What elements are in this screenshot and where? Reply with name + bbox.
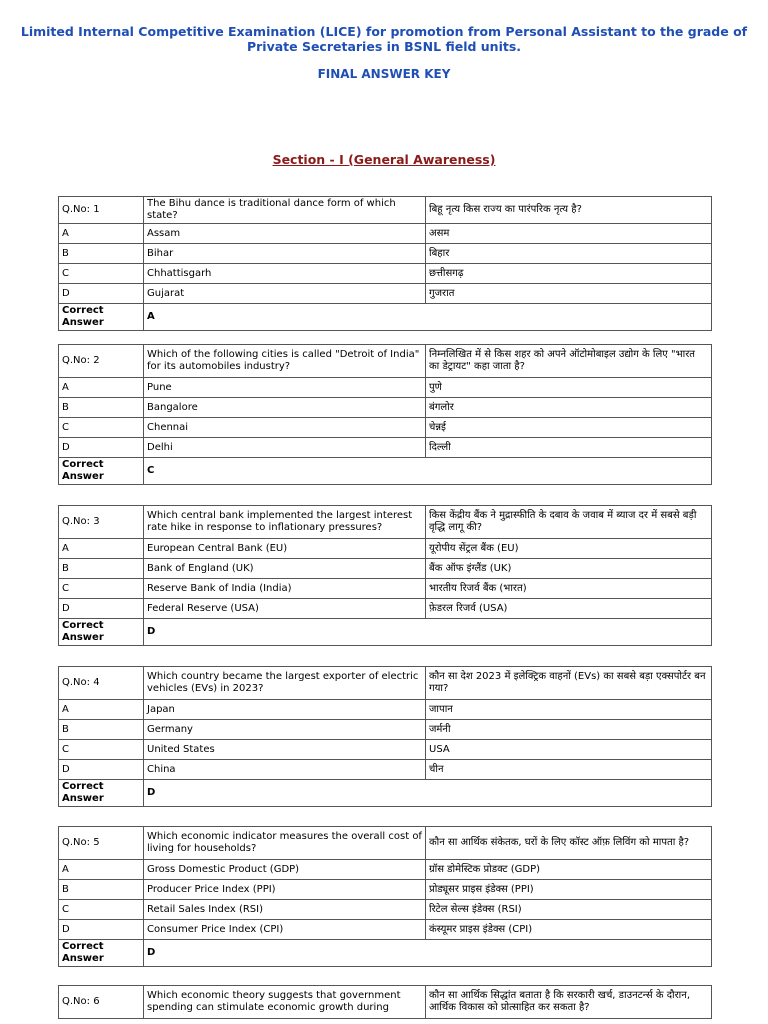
option-row — [59, 720, 712, 740]
option-key: B — [59, 720, 144, 740]
question-table — [58, 344, 712, 485]
question-text-en: Which central bank implemented the largest interest rate hike in response to inflationary pressures? — [144, 506, 426, 539]
question-text-hi: कौन सा देश 2023 में इलेक्ट्रिक वाहनों (EVs) का सबसे बड़ा एक्सपोर्टर बन गया? — [426, 667, 712, 700]
option-text-en: Bangalore — [144, 398, 426, 418]
option-row — [59, 900, 712, 920]
option-text-en: Gross Domestic Product (GDP) — [144, 860, 426, 880]
question-text-en: Which economic indicator measures the overall cost of living for households? — [144, 827, 426, 860]
question-table — [58, 985, 712, 1019]
option-row — [59, 378, 712, 398]
option-key: C — [59, 740, 144, 760]
correct-answer-value: D — [144, 780, 712, 807]
option-text-en: Delhi — [144, 438, 426, 458]
correct-answer-label: Correct Answer — [59, 458, 144, 485]
option-text-hi: चीन — [426, 760, 712, 780]
question-table — [58, 826, 712, 967]
option-key: C — [59, 900, 144, 920]
option-row — [59, 244, 712, 264]
section-heading: Section - I (General Awareness) — [272, 152, 496, 167]
question-text-hi: किस केंद्रीय बैंक ने मुद्रास्फीति के दबाव के जवाब में ब्याज दर में सबसे बड़ी वृद्धि लागू की? — [426, 506, 712, 539]
question-text-en: Which economic theory suggests that government spending can stimulate economic growth during — [144, 986, 426, 1019]
option-text-hi: जापान — [426, 700, 712, 720]
option-text-en: Retail Sales Index (RSI) — [144, 900, 426, 920]
option-text-en: United States — [144, 740, 426, 760]
option-row — [59, 224, 712, 244]
option-key: A — [59, 539, 144, 559]
option-text-hi: प्रोड्यूसर प्राइस इंडेक्स (PPI) — [426, 880, 712, 900]
question-number: Q.No: 4 — [59, 667, 144, 700]
correct-answer-value: A — [144, 304, 712, 331]
option-key: B — [59, 880, 144, 900]
question-number: Q.No: 6 — [59, 986, 144, 1019]
option-text-hi: ग्रॉस डोमेस्टिक प्रोडक्ट (GDP) — [426, 860, 712, 880]
option-key: D — [59, 760, 144, 780]
correct-answer-row — [59, 780, 712, 807]
option-row — [59, 539, 712, 559]
option-row — [59, 599, 712, 619]
option-text-hi: छत्तीसगढ़ — [426, 264, 712, 284]
option-key: D — [59, 284, 144, 304]
option-text-en: European Central Bank (EU) — [144, 539, 426, 559]
option-key: D — [59, 599, 144, 619]
answer-key-heading: FINAL ANSWER KEY — [317, 67, 451, 81]
option-key: A — [59, 860, 144, 880]
option-row — [59, 860, 712, 880]
correct-answer-value: D — [144, 619, 712, 646]
option-text-en: Producer Price Index (PPI) — [144, 880, 426, 900]
question-number: Q.No: 3 — [59, 506, 144, 539]
option-key: C — [59, 418, 144, 438]
option-row — [59, 920, 712, 940]
option-text-en: Bank of England (UK) — [144, 559, 426, 579]
option-row — [59, 880, 712, 900]
question-text-en: Which of the following cities is called "Detroit of India" for its automobiles industry? — [144, 345, 426, 378]
option-key: D — [59, 438, 144, 458]
question-table — [58, 666, 712, 807]
option-row — [59, 740, 712, 760]
option-key: A — [59, 378, 144, 398]
correct-answer-row — [59, 619, 712, 646]
option-text-en: China — [144, 760, 426, 780]
correct-answer-label: Correct Answer — [59, 780, 144, 807]
option-text-hi: भारतीय रिजर्व बैंक (भारत) — [426, 579, 712, 599]
option-text-hi: USA — [426, 740, 712, 760]
option-text-en: Gujarat — [144, 284, 426, 304]
option-text-hi: फ़ेडरल रिजर्व (USA) — [426, 599, 712, 619]
option-row — [59, 579, 712, 599]
option-text-hi: कंस्यूमर प्राइस इंडेक्स (CPI) — [426, 920, 712, 940]
question-text-hi: कौन सा आर्थिक संकेतक, घरों के लिए कॉस्ट ऑफ़ लिविंग को मापता है? — [426, 827, 712, 860]
option-text-en: Reserve Bank of India (India) — [144, 579, 426, 599]
option-row — [59, 438, 712, 458]
option-text-hi: चेन्नई — [426, 418, 712, 438]
option-row — [59, 559, 712, 579]
question-text-en: The Bihu dance is traditional dance form of which state? — [144, 197, 426, 224]
option-text-hi: बैंक ऑफ इंग्लैंड (UK) — [426, 559, 712, 579]
question-text-hi: कौन सा आर्थिक सिद्धांत बताता है कि सरकारी खर्च, डाउनटर्न्स के दौरान, आर्थिक विकास को प्रोत्साहित कर सकता है? — [426, 986, 712, 1019]
question-table — [58, 196, 712, 331]
option-text-hi: दिल्ली — [426, 438, 712, 458]
option-key: B — [59, 244, 144, 264]
option-row — [59, 418, 712, 438]
option-text-hi: जर्मनी — [426, 720, 712, 740]
question-number: Q.No: 2 — [59, 345, 144, 378]
option-text-en: Chhattisgarh — [144, 264, 426, 284]
option-text-en: Pune — [144, 378, 426, 398]
option-text-en: Consumer Price Index (CPI) — [144, 920, 426, 940]
option-key: B — [59, 398, 144, 418]
correct-answer-row — [59, 304, 712, 331]
question-table — [58, 505, 712, 646]
option-text-hi: पुणे — [426, 378, 712, 398]
correct-answer-value: C — [144, 458, 712, 485]
option-text-hi: गुजरात — [426, 284, 712, 304]
question-number: Q.No: 1 — [59, 197, 144, 224]
option-text-hi: बिहार — [426, 244, 712, 264]
option-row — [59, 284, 712, 304]
option-key: A — [59, 700, 144, 720]
option-row — [59, 264, 712, 284]
option-key: C — [59, 264, 144, 284]
option-text-en: Chennai — [144, 418, 426, 438]
option-text-en: Bihar — [144, 244, 426, 264]
option-text-hi: रिटेल सेल्स इंडेक्स (RSI) — [426, 900, 712, 920]
option-key: D — [59, 920, 144, 940]
correct-answer-label: Correct Answer — [59, 619, 144, 646]
option-key: A — [59, 224, 144, 244]
correct-answer-row — [59, 940, 712, 967]
document-title: Limited Internal Competitive Examination (LICE) for promotion from Personal Assistant to the grade of Private Secretaries in BSNL field units. — [20, 24, 748, 54]
option-text-hi: बंगलोर — [426, 398, 712, 418]
option-row — [59, 700, 712, 720]
option-text-en: Assam — [144, 224, 426, 244]
option-text-hi: यूरोपीय सेंट्रल बैंक (EU) — [426, 539, 712, 559]
correct-answer-row — [59, 458, 712, 485]
option-text-en: Federal Reserve (USA) — [144, 599, 426, 619]
option-text-hi: असम — [426, 224, 712, 244]
question-number: Q.No: 5 — [59, 827, 144, 860]
question-text-hi: निम्नलिखित में से किस शहर को अपने ऑटोमोबाइल उद्योग के लिए "भारत का डेट्रायट" कहा जाता है? — [426, 345, 712, 378]
question-text-en: Which country became the largest exporter of electric vehicles (EVs) in 2023? — [144, 667, 426, 700]
option-row — [59, 398, 712, 418]
option-key: C — [59, 579, 144, 599]
option-text-en: Japan — [144, 700, 426, 720]
correct-answer-label: Correct Answer — [59, 940, 144, 967]
option-key: B — [59, 559, 144, 579]
question-text-hi: बिहू नृत्य किस राज्य का पारंपरिक नृत्य है? — [426, 197, 712, 224]
option-row — [59, 760, 712, 780]
correct-answer-value: D — [144, 940, 712, 967]
correct-answer-label: Correct Answer — [59, 304, 144, 331]
option-text-en: Germany — [144, 720, 426, 740]
